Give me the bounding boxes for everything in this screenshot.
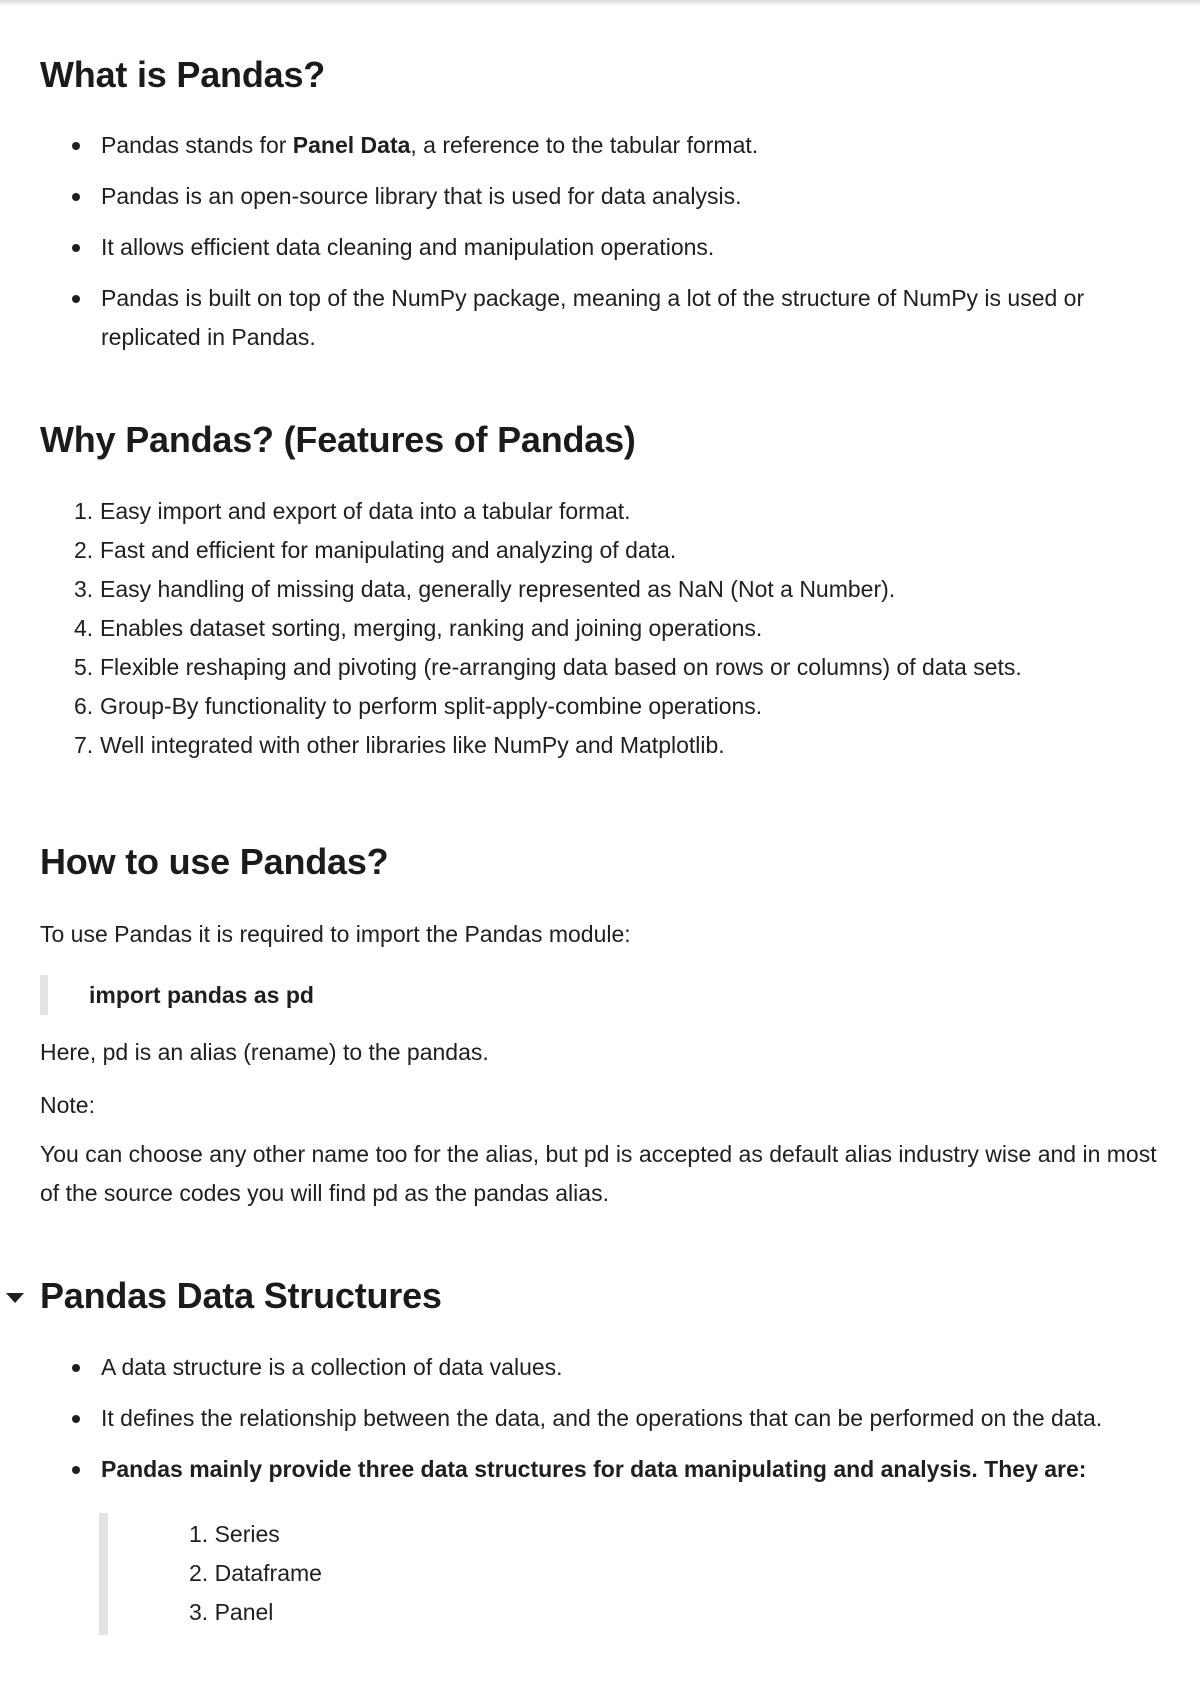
list-item [40, 687, 1160, 726]
heading-how-to-use: How to use Pandas? [40, 841, 389, 882]
structures-bullet-list [40, 1348, 1160, 1501]
item-text: Well integrated with other libraries like NumPy and Matplotlib. [100, 732, 725, 758]
list-item [40, 570, 1160, 609]
bullet-dot-icon [72, 295, 80, 303]
item-number: 3. [189, 1599, 209, 1625]
features-numbered-list [40, 492, 1160, 765]
list-item [40, 1450, 1160, 1489]
item-text: Fast and efficient for manipulating and analyzing of data. [100, 537, 677, 563]
item-text: Pandas is built on top of the NumPy package, meaning a lot of the structure of NumPy is used or replicated in Pandas. [101, 285, 1085, 350]
list-item [40, 228, 1160, 267]
heading-what-is-pandas: What is Pandas? [40, 54, 326, 95]
list-item [189, 1515, 322, 1554]
list-item [40, 279, 1160, 357]
top-shadow [0, 0, 1200, 6]
item-number: 7. [74, 732, 94, 758]
item-text: Group-By functionality to perform split-apply-combine operations. [100, 693, 763, 719]
item-number: 1. [74, 498, 94, 524]
item-text: Series [214, 1521, 280, 1547]
import-code-quote: import pandas as pd [40, 975, 640, 1015]
item-number: 1. [189, 1521, 209, 1547]
list-item [40, 126, 1160, 165]
item-number: 6. [74, 693, 94, 719]
list-item [40, 648, 1160, 687]
item-text: Pandas is an open-source library that is used for data analysis. [101, 183, 742, 209]
bullet-dot-icon [72, 193, 80, 201]
item-text: Flexible reshaping and pivoting (re-arranging data based on rows or columns) of data sets. [100, 654, 1022, 680]
how-intro-text: To use Pandas it is required to import the Pandas module: [40, 921, 631, 947]
bullet-dot-icon [72, 1364, 80, 1372]
item-text: It defines the relationship between the data, and the operations that can be performed on the data. [101, 1405, 1103, 1431]
list-item [189, 1554, 322, 1593]
structure-types-quote [99, 1513, 499, 1635]
item-text: Easy import and export of data into a tabular format. [100, 498, 631, 524]
item-text: Panel [214, 1599, 274, 1625]
item-number: 5. [74, 654, 94, 680]
list-item [40, 726, 1160, 765]
alias-explanation-text: Here, pd is an alias (rename) to the pandas. [40, 1039, 489, 1065]
bullet-dot-icon [72, 1466, 80, 1474]
collapse-toggle-icon[interactable] [6, 1293, 24, 1303]
item-number: 2. [74, 537, 94, 563]
bullet-dot-icon [72, 142, 80, 150]
item-text: A data structure is a collection of data values. [101, 1354, 563, 1380]
what-bullet-list [40, 126, 1160, 369]
heading-why-pandas: Why Pandas? (Features of Pandas) [40, 419, 636, 460]
list-item [189, 1593, 322, 1632]
item-text: Pandas stands for [101, 132, 293, 158]
item-number: 3. [74, 576, 94, 602]
list-item [40, 1399, 1160, 1438]
item-number: 2. [189, 1560, 209, 1586]
item-bold-text: Panel Data [292, 132, 411, 158]
item-text: Enables dataset sorting, merging, ranking and joining operations. [100, 615, 763, 641]
item-text: Dataframe [214, 1560, 322, 1586]
bullet-dot-icon [72, 1415, 80, 1423]
item-number: 4. [74, 615, 94, 641]
note-text: You can choose any other name too for the alias, but pd is accepted as default alias industry wise and in most of the source codes you will find pd as the pandas alias. [40, 1141, 1157, 1206]
list-item [40, 1348, 1160, 1387]
item-text: Easy handling of missing data, generally represented as NaN (Not a Number). [100, 576, 896, 602]
item-text: It allows efficient data cleaning and manipulation operations. [101, 234, 715, 260]
structure-types-list [189, 1515, 322, 1632]
note-label: Note: [40, 1092, 95, 1118]
bullet-dot-icon [72, 244, 80, 252]
item-bold-text: Pandas mainly provide three data structures for data manipulating and analysis. They are: [101, 1456, 1087, 1482]
heading-data-structures: Pandas Data Structures [40, 1275, 442, 1316]
list-item [40, 492, 1160, 531]
item-text: , a reference to the tabular format. [410, 132, 759, 158]
list-item [40, 609, 1160, 648]
list-item [40, 531, 1160, 570]
list-item [40, 177, 1160, 216]
